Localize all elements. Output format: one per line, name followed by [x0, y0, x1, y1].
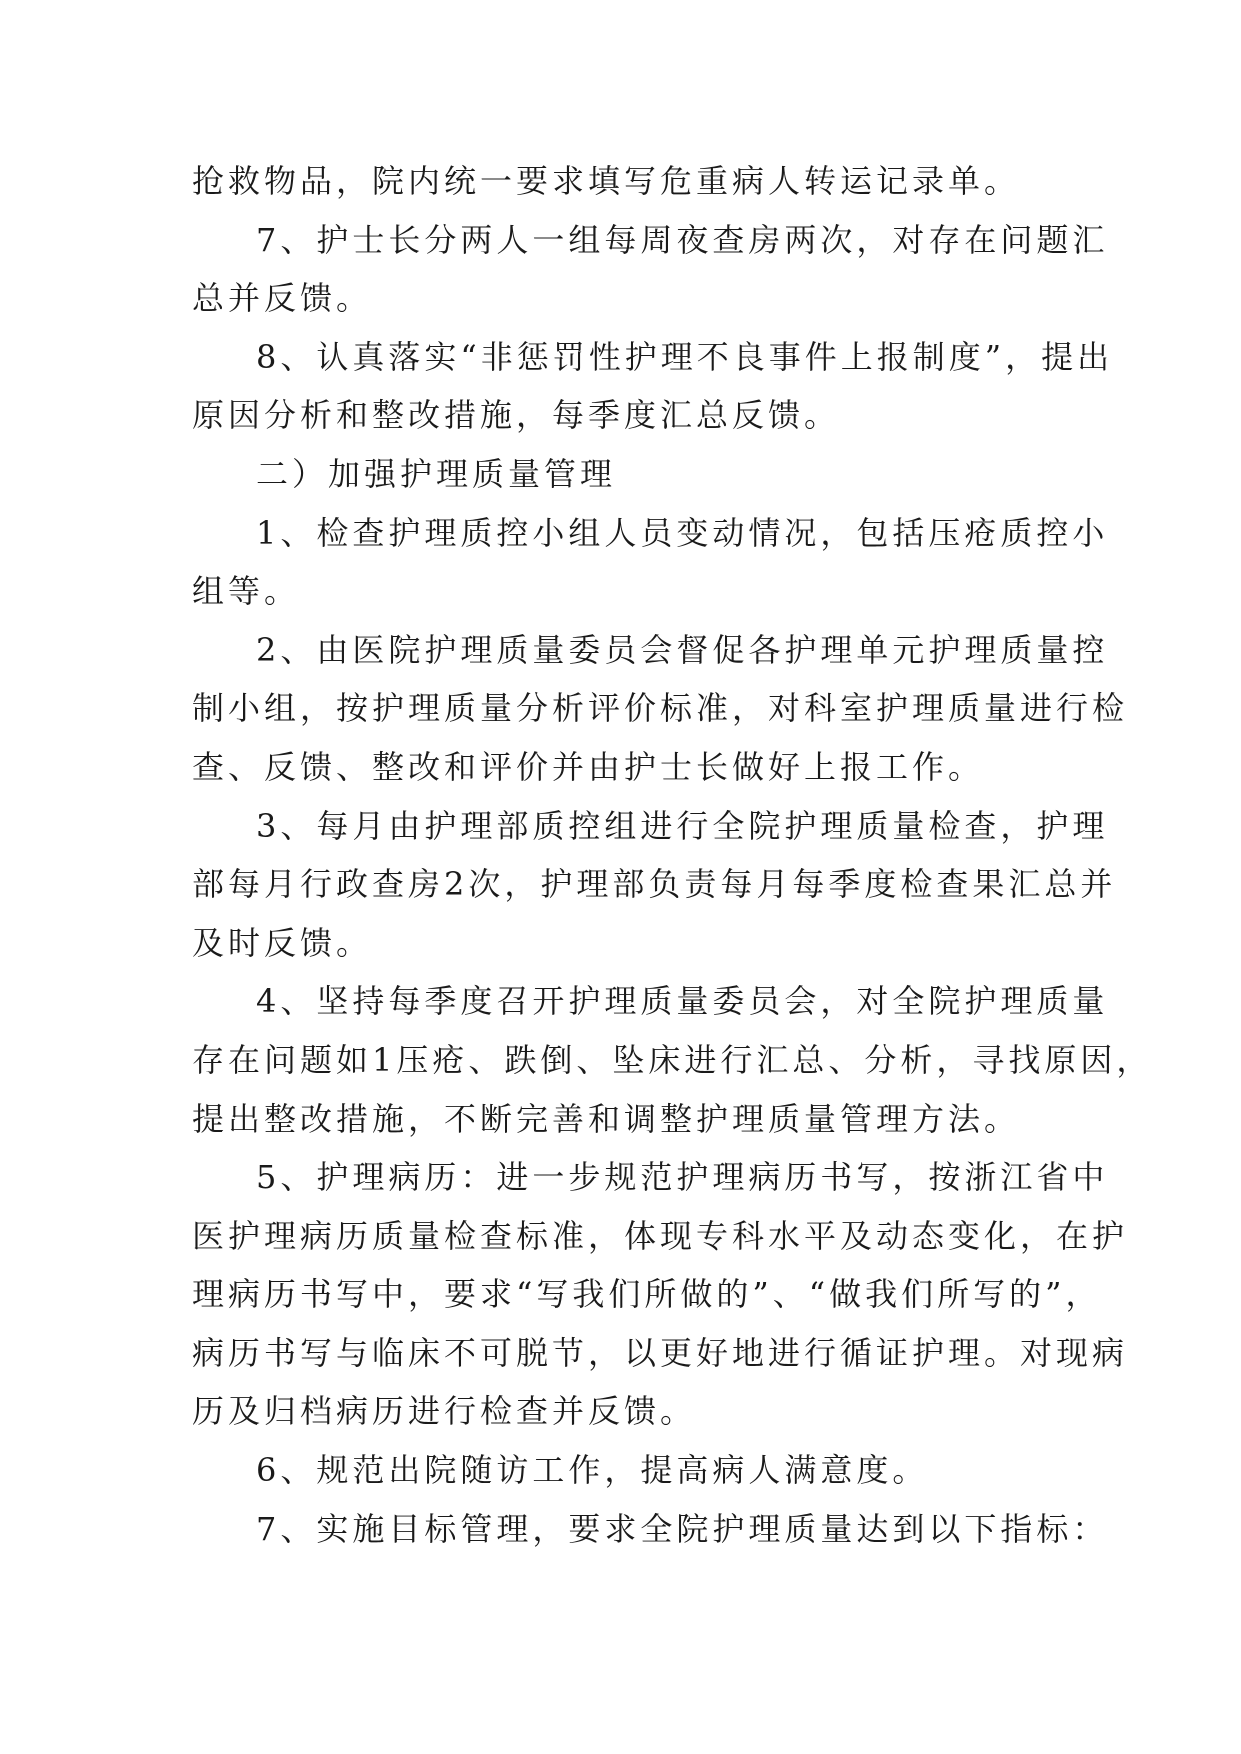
- document-body: [192, 152, 1153, 1558]
- text-line: 原因分析和整改措施，每季度汇总反馈。: [192, 396, 841, 435]
- text-line: 制小组，按护理质量分析评价标准，对科室护理质量进行检: [192, 689, 1129, 728]
- text-line: 抢救物品，院内统一要求填写危重病人转运记录单。: [192, 162, 1021, 200]
- text-line: 理病历书写中，要求“写我们所做的”、“做我们所写的”，: [192, 1275, 1102, 1314]
- text-line: 3、每月由护理部质控组进行全院护理质量检查，护理: [256, 806, 1109, 845]
- text-line: 查、反馈、整改和评价并由护士长做好上报工作。: [192, 747, 985, 786]
- text-line: 历及归档病历进行检查并反馈。: [192, 1392, 697, 1431]
- text-line: 部每月行政查房2次，护理部负责每月每季度检查果汇总并: [192, 865, 1117, 904]
- text-line: 6、规范出院随访工作，提高病人满意度。: [256, 1451, 929, 1490]
- text-line: 及时反馈。: [192, 923, 373, 962]
- text-line: 4、坚持每季度召开护理质量委员会，对全院护理质量: [256, 982, 1109, 1021]
- text-line: 2、由医院护理质量委员会督促各护理单元护理质量控: [256, 630, 1109, 669]
- text-line: 5、护理病历：进一步规范护理病历书写，按浙江省中: [256, 1158, 1109, 1197]
- text-line: 医护理病历质量检查标准，体现专科水平及动态变化，在护: [192, 1216, 1129, 1255]
- text-line: 7、实施目标管理，要求全院护理质量达到以下指标：: [256, 1509, 1109, 1548]
- text-line: 1、检查护理质控小组人员变动情况，包括压疮质控小: [256, 513, 1109, 552]
- text-line: 7、护士长分两人一组每周夜查房两次，对存在问题汇: [256, 220, 1109, 259]
- text-line: 8、认真落实“非惩罚性护理不良事件上报制度”，提出: [256, 337, 1114, 376]
- text-line: 总并反馈。: [192, 279, 373, 318]
- text-line: 病历书写与临床不可脱节，以更好地进行循证护理。对现病: [192, 1333, 1129, 1372]
- text-line: 组等。: [192, 572, 301, 611]
- section-heading: 二）加强护理质量管理: [256, 454, 617, 493]
- text-line: 提出整改措施，不断完善和调整护理质量管理方法。: [192, 1099, 1021, 1138]
- text-line: 存在问题如1压疮、跌倒、坠床进行汇总、分析，寻找原因，: [192, 1040, 1153, 1079]
